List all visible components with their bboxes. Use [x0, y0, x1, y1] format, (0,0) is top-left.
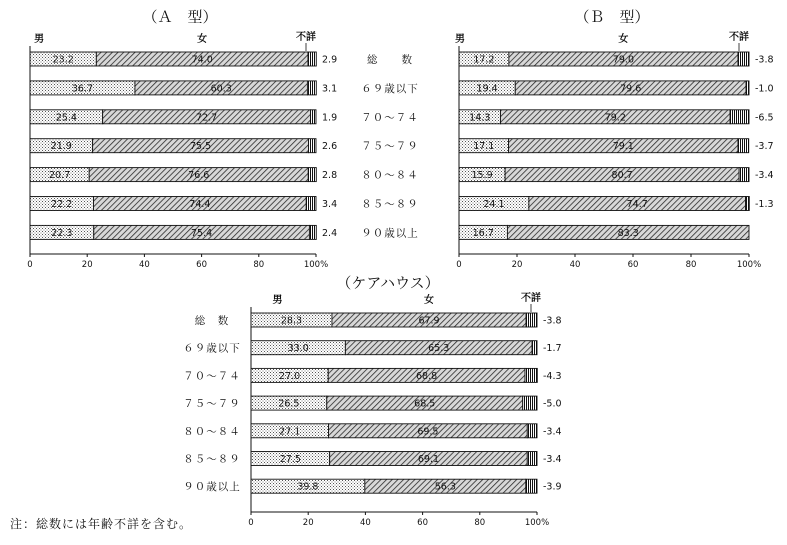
chart-0-label-male-3: 21.9 [50, 141, 72, 153]
chart-0-category-0: 総 数 [367, 54, 413, 66]
chart-1-label-female-4: 80.7 [611, 170, 633, 182]
chart-2-label-male-6: 39.8 [297, 481, 319, 493]
chart-1-label-male-5: 24.1 [483, 199, 505, 210]
chart-1-bar-unknown-0 [738, 52, 749, 66]
chart-2-tick-label-3: 60 [417, 518, 429, 528]
chart-2-label-female-0: 67.9 [418, 315, 440, 327]
chart-2-legend-female: 女 [424, 295, 435, 306]
chart-0-legend-unknown: 不詳 [296, 32, 316, 43]
chart-2-label-unknown-6: -3.9 [543, 481, 562, 493]
chart-0-tick-label-2: 40 [138, 260, 150, 270]
chart-1-legend-unknown: 不詳 [729, 32, 749, 43]
chart-0-label-unknown-4: 2.8 [322, 170, 338, 182]
chart-2-title: （ケアハウス） [336, 274, 440, 292]
chart-2-label-female-6: 56.3 [434, 481, 456, 493]
chart-0-label-female-4: 76.6 [188, 170, 210, 182]
chart-0-label-female-2: 72.7 [196, 112, 218, 124]
chart-0-bar-unknown-3 [309, 139, 316, 153]
chart-0-tick-label-5: 100% [303, 260, 329, 270]
chart-2-bar-unknown-5 [527, 452, 537, 466]
chart-1-title: （Ｂ 型） [574, 8, 650, 26]
chart-0-label-unknown-3: 2.6 [322, 141, 338, 153]
chart-0-label-female-0: 74.0 [191, 54, 213, 66]
chart-1-label-unknown-4: -3.4 [755, 170, 774, 182]
chart-0-label-unknown-2: 1.9 [322, 112, 338, 124]
chart-2-bar-unknown-4 [527, 424, 537, 438]
chart-0-bar-unknown-6 [309, 225, 316, 239]
chart-0-bar-unknown-4 [308, 168, 316, 182]
chart-2-label-unknown-5: -3.4 [543, 454, 562, 465]
chart-0-label-female-6: 75.4 [191, 227, 213, 239]
chart-1-label-female-1: 79.6 [620, 83, 642, 95]
chart-0-label-male-6: 22.3 [51, 227, 73, 239]
chart-1-label-female-0: 79.0 [612, 54, 635, 66]
chart-0-bar-unknown-5 [306, 197, 316, 211]
chart-1-bar-unknown-5 [746, 197, 750, 211]
chart-0-legend-female: 女 [197, 34, 208, 45]
chart-1-label-unknown-5: -1.3 [755, 199, 774, 210]
chart-2-category-3: ７５～７９ [183, 398, 241, 411]
chart-2-label-male-5: 27.5 [279, 454, 301, 465]
chart-2-bar-unknown-3 [523, 396, 537, 410]
chart-2-category-2: ７０～７４ [183, 370, 241, 383]
chart-0-category-4: ８０～８４ [361, 169, 419, 182]
chart-2-legend-male: 男 [272, 295, 283, 306]
chart-2-legend-unknown: 不詳 [521, 293, 541, 304]
chart-0-label-male-1: 36.7 [71, 83, 94, 95]
footnote: 注：総数には年齢不詳を含む。 [10, 517, 193, 531]
chart-2-bar-unknown-1 [532, 341, 537, 355]
chart-2-label-female-4: 69.5 [417, 426, 439, 438]
chart-2-label-male-1: 33.0 [287, 343, 309, 355]
chart-0-tick-label-0: 0 [27, 260, 33, 270]
chart-2-tick-label-2: 40 [359, 518, 371, 528]
chart-1-label-female-2: 79.2 [604, 112, 626, 124]
chart-1-label-female-3: 79.1 [612, 141, 634, 153]
chart-2-tick-label-4: 80 [474, 518, 486, 528]
chart-2-label-unknown-3: -5.0 [543, 398, 562, 410]
chart-1-label-male-6: 16.7 [472, 227, 494, 239]
chart-1-legend-female: 女 [618, 34, 629, 45]
chart-2-label-female-2: 68.8 [416, 370, 438, 382]
chart-0-bar-unknown-1 [307, 81, 316, 95]
chart-2-bar-unknown-6 [526, 479, 537, 493]
chart-2-category-1: ６９歳以下 [183, 342, 241, 355]
chart-2-bar-unknown-2 [525, 368, 537, 382]
chart-1-bar-unknown-4 [739, 168, 749, 182]
chart-0-legend-male: 男 [34, 34, 45, 45]
chart-1-label-male-3: 17.1 [473, 141, 495, 153]
chart-0-bar-unknown-2 [311, 110, 316, 124]
chart-0-label-male-4: 20.7 [49, 170, 71, 182]
chart-2-label-unknown-0: -3.8 [543, 315, 562, 327]
chart-1-label-male-0: 17.2 [473, 54, 495, 66]
chart-1-tick-label-2: 40 [569, 260, 581, 270]
chart-2-tick-label-5: 100% [524, 518, 550, 528]
chart-1-label-male-4: 15.9 [471, 170, 493, 182]
chart-2-tick-label-1: 20 [302, 518, 314, 528]
chart-0-label-unknown-5: 3.4 [322, 199, 338, 210]
chart-2-category-6: ９０歳以上 [183, 481, 241, 494]
chart-0-category-6: ９０歳以上 [361, 227, 419, 240]
chart-1-label-unknown-0: -3.8 [755, 54, 774, 66]
chart-0-tick-label-3: 60 [196, 260, 208, 270]
chart-2-label-male-0: 28.3 [280, 315, 303, 327]
chart-0-category-3: ７５～７９ [361, 140, 419, 153]
chart-2-category-0: 総 数 [194, 315, 230, 327]
chart-2-label-female-1: 65.3 [428, 343, 450, 355]
chart-0-label-unknown-6: 2.4 [322, 227, 338, 239]
chart-1-bar-unknown-1 [746, 81, 749, 95]
chart-0-category-1: ６９歳以下 [361, 82, 419, 95]
chart-1-label-male-2: 14.3 [469, 112, 491, 124]
chart-1-tick-label-4: 80 [685, 260, 697, 270]
chart-2-tick-label-0: 0 [248, 518, 254, 528]
chart-1-tick-label-0: 0 [456, 260, 462, 270]
chart-2-label-unknown-2: -4.3 [543, 370, 562, 382]
chart-2-label-unknown-1: -1.7 [543, 343, 562, 355]
chart-1-label-unknown-3: -3.7 [755, 141, 774, 153]
chart-0-label-male-5: 22.2 [51, 199, 73, 210]
chart-0-label-unknown-1: 3.1 [322, 83, 338, 95]
chart-0-category-2: ７０～７４ [361, 111, 419, 124]
chart-2-category-5: ８５～８９ [183, 453, 241, 466]
chart-2-bar-unknown-0 [526, 313, 537, 327]
chart-1-label-unknown-2: -6.5 [755, 112, 774, 124]
chart-2-category-4: ８０～８４ [183, 425, 241, 438]
chart-1-legend-male: 男 [454, 34, 465, 45]
chart-0-tick-label-4: 80 [253, 260, 265, 270]
chart-1-bar-unknown-3 [738, 139, 749, 153]
chart-0-bar-unknown-0 [308, 52, 316, 66]
chart-1-tick-label-3: 60 [627, 260, 639, 270]
chart-1-bar-unknown-2 [730, 110, 749, 124]
chart-2-label-female-3: 68.5 [414, 398, 436, 410]
chart-2-label-female-5: 69.1 [417, 454, 440, 465]
chart-1-tick-label-5: 100% [736, 260, 762, 270]
chart-1-tick-label-1: 20 [511, 260, 523, 270]
chart-1-label-female-5: 74.7 [626, 199, 648, 210]
chart-2-label-male-2: 27.0 [279, 370, 301, 382]
chart-2-label-male-3: 26.5 [278, 398, 300, 410]
chart-0-category-5: ８５～８９ [361, 198, 419, 211]
chart-2-label-unknown-4: -3.4 [543, 426, 562, 438]
chart-0-tick-label-1: 20 [81, 260, 93, 270]
chart-0-label-male-2: 25.4 [55, 112, 77, 124]
chart-0-label-female-1: 60.3 [210, 83, 232, 95]
chart-0-label-female-3: 75.5 [190, 141, 212, 153]
chart-0-label-female-5: 74.4 [189, 199, 211, 210]
chart-1-label-female-6: 83.3 [617, 227, 639, 239]
chart-1-label-male-1: 19.4 [476, 83, 498, 95]
chart-0-label-male-0: 23.2 [52, 54, 74, 66]
chart-0-label-unknown-0: 2.9 [322, 54, 338, 66]
chart-0-title: （Ａ 型） [142, 8, 218, 26]
chart-2-label-male-4: 27.1 [279, 426, 301, 438]
chart-1-label-unknown-1: -1.0 [755, 83, 774, 95]
